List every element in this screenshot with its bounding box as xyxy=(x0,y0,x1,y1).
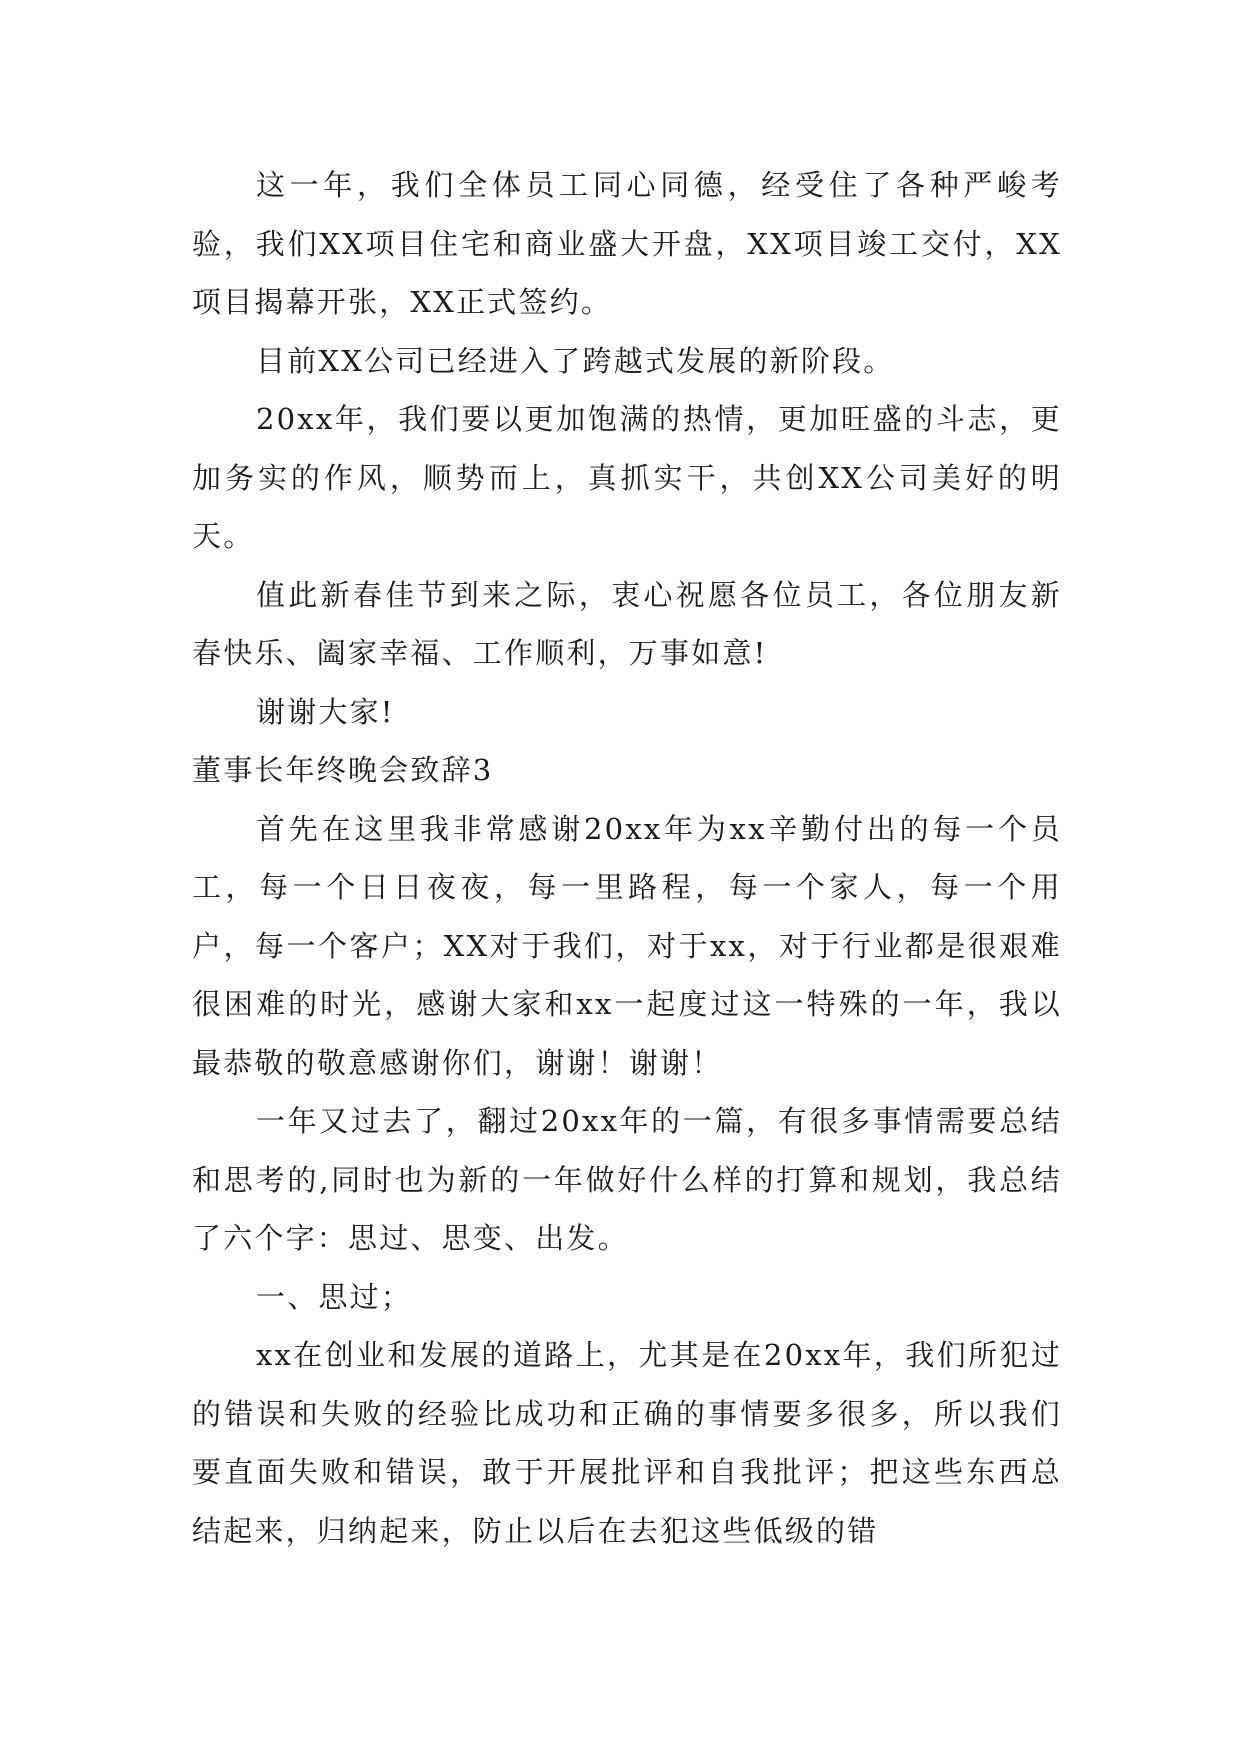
section-heading: 董事长年终晚会致辞3 xyxy=(192,753,494,787)
paragraph: 值此新春佳节到来之际，衷心祝愿各位员工，各位朋友新春快乐、阖家幸福、工作顺利，万事如意! xyxy=(192,577,1062,670)
paragraph: 20xx年，我们要以更加饱满的热情，更加旺盛的斗志，更加务实的作风，顺势而上，真抓实干，共创XX公司美好的明天。 xyxy=(192,402,1062,553)
paragraph: xx在创业和发展的道路上，尤其是在20xx年，我们所犯过的错误和失败的经验比成功和正确的事情要多很多，所以我们要直面失败和错误，敢于开展批评和自我批评；把这些东西总结起来，归纳起来，防止以后在去犯这些低级的错 xyxy=(192,1338,1062,1548)
paragraph: 一年又过去了，翻过20xx年的一篇，有很多事情需要总结和思考的,同时也为新的一年做好什么样的打算和规划，我总结了六个字：思过、思变、出发。 xyxy=(192,1104,1062,1255)
document-body xyxy=(192,156,1062,1560)
paragraph: 目前XX公司已经进入了跨越式发展的新阶段。 xyxy=(256,343,895,378)
subsection-heading: 一、思过； xyxy=(256,1279,413,1314)
paragraph: 谢谢大家! xyxy=(256,694,395,729)
paragraph: 这一年，我们全体员工同心同德，经受住了各种严峻考验，我们XX项目住宅和商业盛大开盘，XX项目竣工交付，XX项目揭幕开张，XX正式签约。 xyxy=(192,168,1062,319)
paragraph: 首先在这里我非常感谢20xx年为xx辛勤付出的每一个员工，每一个日日夜夜，每一里路程，每一个家人，每一个用户，每一个客户；XX对于我们，对于xx，对于行业都是很艰难很困难的时光，感谢大家和xx一起度过这一特殊的一年，我以最恭敬的敬意感谢你们，谢谢！谢谢！ xyxy=(192,811,1062,1080)
